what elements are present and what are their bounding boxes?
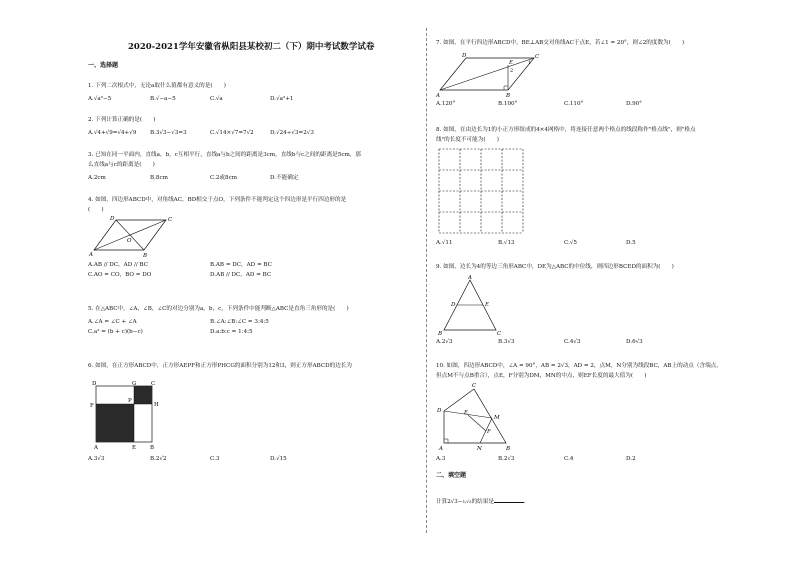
q4-stem-line1: 4. 如图，四边形ABCD中，对角线AC，BD相交于点O，下列条件不能判定这个四边形是平行四边形的是: [88, 197, 347, 203]
q10-stem-line1: 10. 如图，四边形ABCD中，∠A = 90°，AB = 2√3，AD = 2，点M，N分别为线段BC，AB上的动点（含端点，: [436, 363, 722, 369]
q8-stem-line1: 8. 如图，在由边长为1的小正方形组成的4×4网格中，将连接任意两个格点的线段称作"格点线"，则"格点: [436, 127, 696, 133]
q10-label-a: A: [439, 446, 443, 452]
q10-label-d: D: [437, 408, 442, 414]
q2-option-a: A.√4+√9=√4+√9: [88, 130, 137, 136]
q6-stem: 6. 如图，在正方形ABCD中，正方形AEPF和正方形PHCG的面积分别为12和3，则正方形ABCD的边长为: [88, 363, 352, 369]
q5-option-b: B.∠A:∠B:∠C = 3:4:5: [210, 319, 269, 325]
q10-label-c: C: [472, 383, 477, 389]
q6-square-phcg: [134, 386, 152, 404]
q3-stem-line2: 么直线a与c的距离是( ): [88, 162, 155, 168]
q4-option-a: A.AB // DC，AD // BC: [88, 262, 148, 268]
q1-option-d: D.√a²+1: [270, 96, 294, 102]
q10-label-f: F: [487, 429, 491, 435]
q1-stem: 1. 下列二次根式中，无论a取什么值都有意义的是( ): [88, 83, 226, 89]
q11-fraction: 1/√3: [462, 499, 472, 504]
q11-prefix: 计算2√3−: [436, 499, 463, 505]
q1-option-c: C.√a: [210, 96, 223, 102]
column-divider: [426, 28, 427, 533]
q4-option-d: D.AB // DC，AD = BC: [210, 272, 272, 278]
q2-option-c: C.√14×√7=7√2: [210, 130, 254, 136]
q5-option-d: D.a:b:c = 1:4:5: [210, 329, 253, 335]
q10-label-n: N: [477, 446, 482, 452]
q6-label-a: A: [94, 445, 98, 451]
q7-option-b: B.100°: [498, 101, 518, 107]
q6-label-b: B: [150, 445, 155, 451]
q10-quadrilateral-figure: [436, 381, 518, 453]
q10-option-a: A.3: [436, 456, 446, 462]
q4-option-c: C.AO = CO，BO = DO: [88, 272, 152, 278]
q1-option-b: B.√−a−5: [150, 96, 176, 102]
q3-option-c: C.2或8cm: [210, 175, 238, 181]
q7-label-d: D: [462, 53, 467, 59]
q10-right-angle-mark: [444, 439, 448, 443]
q7-option-c: C.110°: [564, 101, 584, 107]
q6-option-d: D.√15: [270, 456, 287, 462]
q2-option-d: D.√24÷√3=2√3: [270, 130, 314, 136]
q6-label-g: G: [132, 381, 137, 387]
q5-stem: 5. 在△ABC中，∠A，∠B，∠C的对边分别为a，b，c，下列条件中能判断△ABC是直角三角形的是( ): [88, 306, 349, 312]
q10-label-e: E: [464, 410, 469, 416]
q4-diagonal-bd: [116, 220, 144, 250]
q9-option-d: D.6√3: [626, 339, 643, 345]
q6-option-c: C.3: [210, 456, 220, 462]
q6-square-aepf: [96, 404, 134, 442]
q4-parallelogram-figure: [88, 214, 178, 260]
q7-parallelogram-figure: [436, 50, 546, 98]
q9-label-d: D: [451, 302, 456, 308]
q8-stem-line2: 线"的长度不可能为( ): [436, 137, 499, 143]
q8-option-d: D.5: [626, 240, 636, 246]
q10-label-m: M: [494, 415, 500, 421]
q6-label-c: C: [151, 381, 156, 387]
q4-stem-line2: ( ): [88, 207, 104, 213]
q6-label-h: H: [154, 402, 159, 408]
q5-option-c: C.a² = (b + c)(b−c): [88, 329, 143, 335]
q2-option-b: B.3√3−√3=3: [150, 130, 187, 136]
q10-option-b: B.2√3: [498, 456, 515, 462]
section-fill-title: 二、填空题: [436, 472, 467, 479]
q4-option-b: B.AB = DC，AD = BC: [210, 262, 272, 268]
q1-option-a: A.√a²−5: [88, 96, 112, 102]
q4-label-o: O: [127, 238, 132, 244]
q4-label-b: B: [143, 253, 148, 259]
q6-option-a: A.3√3: [88, 456, 105, 462]
q9-label-b: B: [438, 331, 443, 337]
q6-label-d: D: [92, 381, 97, 387]
q10-stem-line2: 但点M不与点B重合），点E，F分别为DM，MN的中点，则EF长度的最大值为( ): [436, 373, 647, 379]
q8-option-b: B.√13: [498, 240, 515, 246]
q9-option-c: C.4√3: [564, 339, 581, 345]
q6-square-figure: [88, 378, 160, 450]
q7-option-a: A.120°: [436, 101, 456, 107]
q3-option-a: A.2cm: [88, 175, 106, 181]
q4-label-d: D: [110, 216, 115, 222]
q4-label-c: C: [168, 217, 173, 223]
q9-triangle-figure: [436, 274, 506, 336]
q3-option-b: B.8cm: [150, 175, 168, 181]
q7-label-c: C: [535, 54, 540, 60]
q6-label-f: F: [90, 403, 94, 409]
q8-option-a: A.√11: [436, 240, 453, 246]
q10-label-b: B: [506, 446, 511, 452]
q10-option-c: C.4: [564, 456, 574, 462]
q3-option-d: D.不能确定: [270, 175, 299, 181]
q7-label-angle-1: 1: [528, 60, 532, 66]
section-choice-title: 一、选择题: [88, 62, 119, 69]
q9-stem: 9. 如图，边长为4的等边三角形ABC中，DE为△ABC的中位线，则四边形BCED的面积为( ): [436, 264, 674, 270]
q8-grid-figure: [438, 148, 528, 232]
q2-stem: 2. 下列计算正确的是( ): [88, 117, 156, 123]
q7-option-d: D.90°: [626, 101, 642, 107]
q7-diagonal-ac: [440, 58, 534, 90]
q9-label-c: C: [497, 331, 502, 337]
q3-stem-line1: 3. 已知在同一平面内，直线a，b，c互相平行，直线a与b之间的距离是3cm，直线b与c之间的距离是5cm，那: [88, 152, 361, 158]
q8-option-c: C.√5: [564, 240, 577, 246]
q5-option-a: A.∠A = ∠C + ∠A: [88, 319, 137, 325]
q11-answer-blank[interactable]: [494, 497, 524, 503]
q11-end: .: [523, 499, 526, 505]
q7-right-angle-mark: [504, 86, 508, 90]
q7-label-a: A: [436, 93, 440, 99]
q7-label-angle-2: 2: [510, 68, 514, 74]
q7-label-e: E: [509, 60, 514, 66]
q10-option-d: D.2: [626, 456, 636, 462]
q11-stem: [436, 497, 526, 506]
q6-label-p: P: [128, 398, 132, 404]
q10-segment-ef: [468, 415, 486, 431]
q11-suffix: 的结果是: [471, 499, 494, 505]
q4-label-a: A: [89, 252, 93, 258]
q7-label-b: B: [506, 93, 511, 99]
q9-label-e: E: [485, 302, 490, 308]
q9-option-b: B.3√3: [498, 339, 515, 345]
q9-label-a: A: [468, 275, 472, 281]
page-title: 2020-2021学年安徽省枞阳县某校初二（下）期中考试数学试卷: [128, 42, 375, 52]
q9-option-a: A.2√3: [436, 339, 453, 345]
q6-label-e: E: [132, 445, 137, 451]
q6-option-b: B.2√2: [150, 456, 167, 462]
q7-stem: 7. 如图，在平行四边形ABCD中，BE⊥AB交对角线AC于点E，若∠1 = 20°，则∠2的度数为( ): [436, 40, 685, 46]
